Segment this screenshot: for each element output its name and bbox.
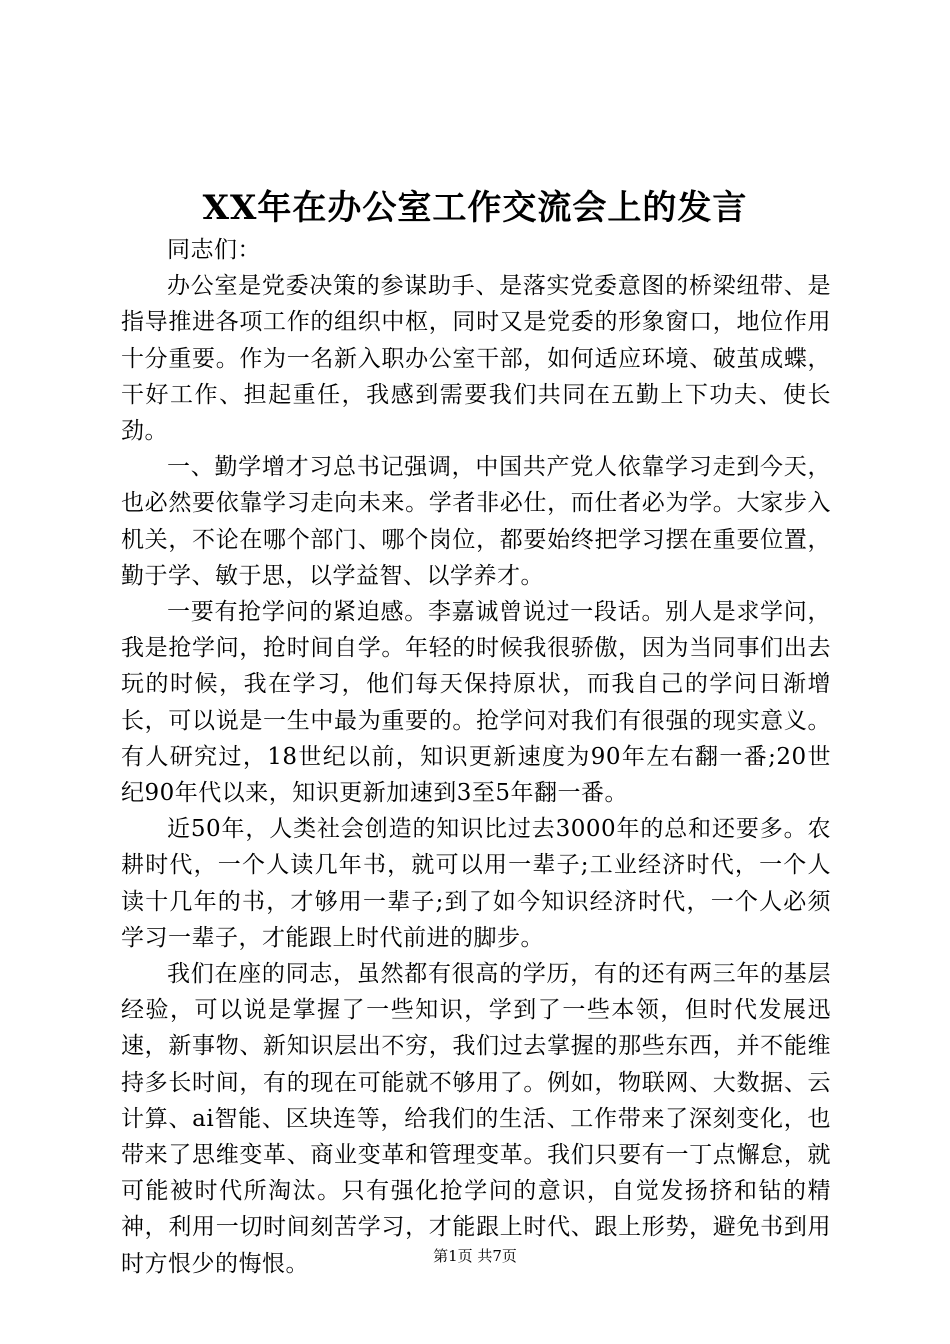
page-number-footer: 第1页 共7页 — [433, 1247, 517, 1265]
document-body — [121, 232, 831, 1282]
salutation: 同志们： — [167, 237, 261, 263]
paragraph-section-one: 一、勤学增才习总书记强调，中国共产党人依靠学习走到今天，也必然要依靠学习走向未来。学者非必仕，而仕者必为学。大家步入机关，不论在哪个部门、哪个岗位，都要始终把学习摆在重要位置，勤于学、敏于思，以学益智、以学养才。 — [121, 454, 831, 589]
document-title: XX年在办公室工作交流会上的发言 — [202, 188, 748, 228]
paragraph-colleagues: 我们在座的同志，虽然都有很高的学历，有的还有两三年的基层经验，可以说是掌握了一些知识，学到了一些本领，但时代发展迅速，新事物、新知识层出不穷，我们过去掌握的那些东西，并不能维持多长时间，有的现在可能就不够用了。例如，物联网、大数据、云计算、ai智能、区块连等，给我们的生活、工作带来了深刻变化，也带来了思维变革、商业变革和管理变革。我们只要有一丁点懈怠，就可能被时代所淘汰。只有强化抢学问的意识，自觉发扬挤和钻的精神，利用一切时间刻苦学习，才能跟上时代、跟上形势，避免书到用时方恨少的悔恨。 — [121, 961, 831, 1277]
paragraph-intro: 办公室是党委决策的参谋助手、是落实党委意图的桥梁纽带、是指导推进各项工作的组织中枢，同时又是党委的形象窗口，地位作用十分重要。作为一名新入职办公室干部，如何适应环境、破茧成蝶，干好工作、担起重任，我感到需要我们共同在五勤上下功夫、使长劲。 — [121, 273, 831, 445]
paragraph-urgency: 一要有抢学问的紧迫感。李嘉诚曾说过一段话。别人是求学问，我是抢学问，抢时间自学。年轻的时候我很骄傲，因为当同事们出去玩的时候，我在学习，他们每天保持原状，而我自己的学问日渐增长，可以说是一生中最为重要的。抢学问对我们有很强的现实意义。有人研究过，18世纪以前，知识更新速度为90年左右翻一番;20世纪90年代以来，知识更新加速到3至5年翻一番。 — [121, 599, 831, 807]
paragraph-knowledge-eras: 近50年，人类社会创造的知识比过去3000年的总和还要多。农耕时代，一个人读几年书，就可以用一辈子;工业经济时代，一个人读十几年的书，才够用一辈子;到了如今知识经济时代，一个人必须学习一辈子，才能跟上时代前进的脚步。 — [121, 816, 831, 951]
